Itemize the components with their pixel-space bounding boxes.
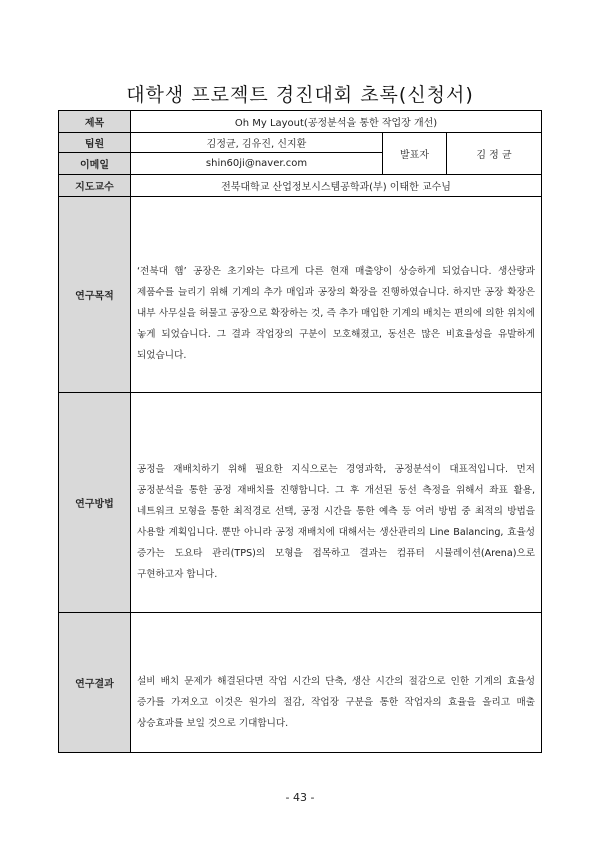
page-title: 대학생 프로젝트 경진대회 초록(신청서) bbox=[126, 84, 474, 106]
email-label: 이메일 bbox=[59, 153, 131, 175]
team-label: 팀원 bbox=[59, 133, 131, 153]
advisor-value: 전북대학교 산업정보시스템공학과(부) 이태한 교수님 bbox=[131, 175, 542, 197]
row-method bbox=[59, 393, 542, 613]
row-purpose bbox=[59, 197, 542, 393]
purpose-label: 연구목적 bbox=[59, 197, 131, 393]
email-value: shin60ji@naver.com bbox=[131, 153, 383, 175]
row-subject bbox=[59, 111, 542, 133]
presenter-value: 김 정 균 bbox=[447, 133, 542, 175]
presenter-label: 발표자 bbox=[383, 133, 447, 175]
row-team bbox=[59, 133, 542, 153]
row-advisor bbox=[59, 175, 542, 197]
result-text: 설비 배치 문제가 해결된다면 작업 시간의 단축, 생산 시간의 절감으로 인한 기계의 효율성 증가를 가져오고 이것은 원가의 절감, 작업장 구분을 통한 작업자의 효율을 올리고 매출 상승효과를 보일 것으로 기대합니다. bbox=[137, 676, 536, 729]
row-result bbox=[59, 613, 542, 753]
method-label: 연구방법 bbox=[59, 393, 131, 613]
purpose-cell bbox=[131, 197, 542, 393]
application-form-table bbox=[58, 110, 542, 753]
advisor-label: 지도교수 bbox=[59, 175, 131, 197]
subject-value: Oh My Layout(공정분석을 통한 작업장 개선) bbox=[131, 111, 542, 133]
method-cell bbox=[131, 393, 542, 613]
purpose-text: ‘전북대 햄’ 공장은 초기와는 다르게 다른 현재 매출양이 상승하게 되었습니다. 생산량과 제품수를 늘리기 위해 기계의 추가 매입과 공장의 확장을 진행하였습니다. 하지만 공장 확장은 내부 사무실을 허물고 공장으로 확장하는 것, 즉 추가 매입한 기계의 배치는 편의에 의한 위치에 놓게 되었습니다. 그 결과 작업장의 구분이 모호해졌고, 동선은 많은 비효율성을 유발하게 되었습니다. bbox=[137, 266, 536, 361]
page-number: - 43 - bbox=[285, 791, 315, 804]
subject-label: 제목 bbox=[59, 111, 131, 133]
result-cell bbox=[131, 613, 542, 753]
method-text: 공정을 재배치하기 위해 필요한 지식으로는 경영과학, 공정분석이 대표적입니다. 먼저 공정분석을 통한 공정 재배치를 진행합니다. 그 후 개선된 동선 측정을 위해서 좌표 활용, 네트워크 모형을 통한 최적경로 선택, 공정 시간을 통한 예측 등 여러 방법 중 최적의 방법을 사용할 계획입니다. 뿐만 아니라 공정 재배치에 대해서는 생산관리의 Line Balancing, 효율성 증가는 도요타 관리(TPS)의 모형을 접목하고 결과는 컴퓨터 시뮬레이션(Arena)으로 구현하고자 합니다. bbox=[137, 463, 536, 580]
team-value: 김정균, 김유진, 신지환 bbox=[131, 133, 383, 153]
result-label: 연구결과 bbox=[59, 613, 131, 753]
